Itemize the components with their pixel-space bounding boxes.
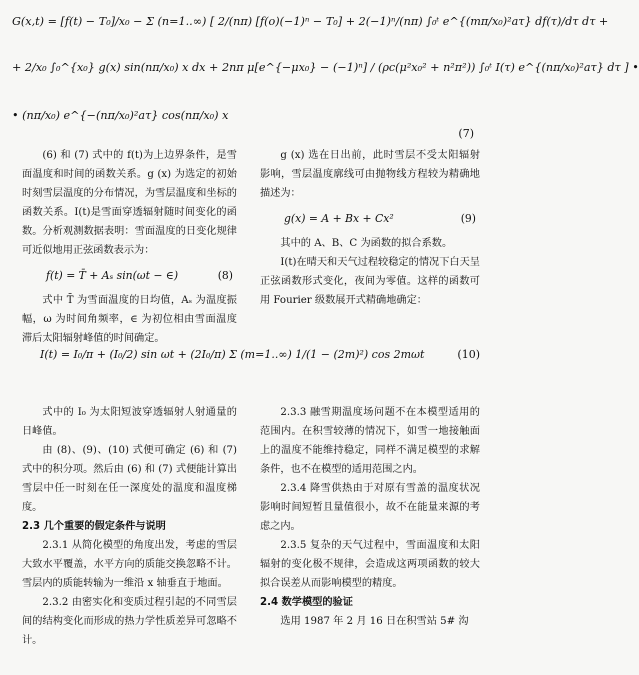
paragraph-coefficients: 其中的 A、B、C 为函数的拟合系数。	[280, 238, 453, 249]
equation-7-line-3: • (nπ/x₀) e^{−(nπ/x₀)²aτ} cos(nπ/x₀) x	[12, 109, 229, 122]
paragraph-f-g-i: (6) 和 (7) 式中的 f(t)为上边界条件，是雪面温度和时间的函数关系。g (x) 为选定的初始时刻雪层温度的分布情况，为雪层温度和坐标的函数关系。I(t)是雪面穿透辐射随时间变化的函数。分析观测数据表明：雪面温度的日变化规律可近似地用正弦函数表示为：	[22, 150, 237, 256]
equation-8-number: (8)	[217, 269, 233, 282]
equation-9-number: (9)	[460, 212, 476, 225]
equation-7	[12, 10, 639, 142]
left-column-lower	[22, 403, 237, 650]
equation-7-line-1: G(x,t) = [f(t) − T₀]/x₀ − Σ (n=1..∞) [ 2/(nπ) [f(o)(−1)ⁿ − T₀] + 2(−1)ⁿ/(nπ) ∫₀ᵗ e^{(mπ/x₀)²aτ} df(τ)/dτ dτ +	[12, 15, 609, 28]
paragraph-gx: g (x) 选在日出前，此时雪层不受太阳辐射影响，雪层温度廓线可由抛物线方程较为精确地描述为：	[260, 150, 480, 199]
paragraph-it-fourier: I(t)在晴天和天气过程较稳定的情况下白天呈正弦函数形式变化，夜间为零值。这样的函数可用 Fourier 级数展开式精确地确定：	[260, 257, 480, 306]
paragraph-2-3-4: 2.3.4 降雪供热由于对原有雪盖的温度状况影响时间短暂且量值很小，故不在能量来源的考虑之内。	[260, 483, 480, 532]
paragraph-2-3-2: 2.3.2 由密实化和变质过程引起的不同雪层间的结构变化而形成的热力学性质差异可忽略不计。	[22, 597, 237, 646]
equation-8-formula: f(t) = T̄ + Aₛ sin(ωt − ∈)	[46, 269, 179, 282]
equation-7-line-2: + 2/x₀ ∫₀^{x₀} g(x) sin(nπ/x₀) x dx + 2nπ μ[e^{−μx₀} − (−1)ⁿ] / (ρc(μ²x₀² + n²π²)) ∫₀ᵗ I(τ) e^{(nπ/x₀)²aτ} dτ ] •	[12, 61, 639, 74]
equation-9-formula: g(x) = A + Bx + Cx²	[284, 212, 394, 225]
equation-9	[260, 203, 480, 234]
paragraph-2-3-1: 2.3.1 从简化模型的角度出发，考虑的雪层大致水平覆盖，水平方向的质能交换忽略不计。雪层内的质能转输为一维沿 x 轴垂直于地面。	[22, 540, 237, 589]
paragraph-i0: 式中的 I₀ 为太阳短波穿透辐射人射通量的日峰值。	[22, 407, 237, 437]
right-column-lower	[260, 403, 480, 631]
right-column-upper	[260, 146, 480, 310]
equation-10	[40, 348, 480, 361]
paragraph-2-4: 选用 1987 年 2 月 16 日在积雪站 5# 沟	[280, 616, 469, 627]
equation-7-number: (7)	[458, 127, 474, 140]
paragraph-2-3-3: 2.3.3 融雪期温度场问题不在本模型适用的范围内。在积雪较薄的情况下，如雪一地接触面上的温度不能维持稳定，同样不满足模型的求解条件，也不在模型的适用范围之内。	[260, 407, 480, 475]
paragraph-2-3-5: 2.3.5 复杂的天气过程中，雪面温度和太阳辐射的变化极不规律，会造成这两项函数的较大拟合误差从而影响模型的精度。	[260, 540, 480, 589]
section-heading-2-3: 2.3 几个重要的假定条件与说明	[22, 521, 166, 532]
equation-10-number: (10)	[457, 348, 480, 361]
left-column-upper	[22, 146, 237, 348]
section-heading-2-4: 2.4 数学模型的验证	[260, 597, 353, 608]
paragraph-integral-terms: 由 (8)、(9)、(10) 式便可确定 (6) 和 (7) 式中的积分项。然后由 (6) 和 (7) 式便能计算出雪层中任一时刻在任一深度处的温度和温度梯度。	[22, 445, 238, 513]
paragraph-eq8-explanation: 式中 T̄ 为雪面温度的日均值，Aₛ 为温度振幅，ω 为时间角频率，∈ 为初位相由雪面温度滞后太阳辐射峰值的时间确定。	[22, 295, 237, 344]
equation-8	[22, 260, 237, 291]
equation-10-formula: I(t) = I₀/π + (I₀/2) sin ωt + (2I₀/π) Σ (m=1..∞) 1/(1 − (2m)²) cos 2mωt	[40, 348, 425, 361]
